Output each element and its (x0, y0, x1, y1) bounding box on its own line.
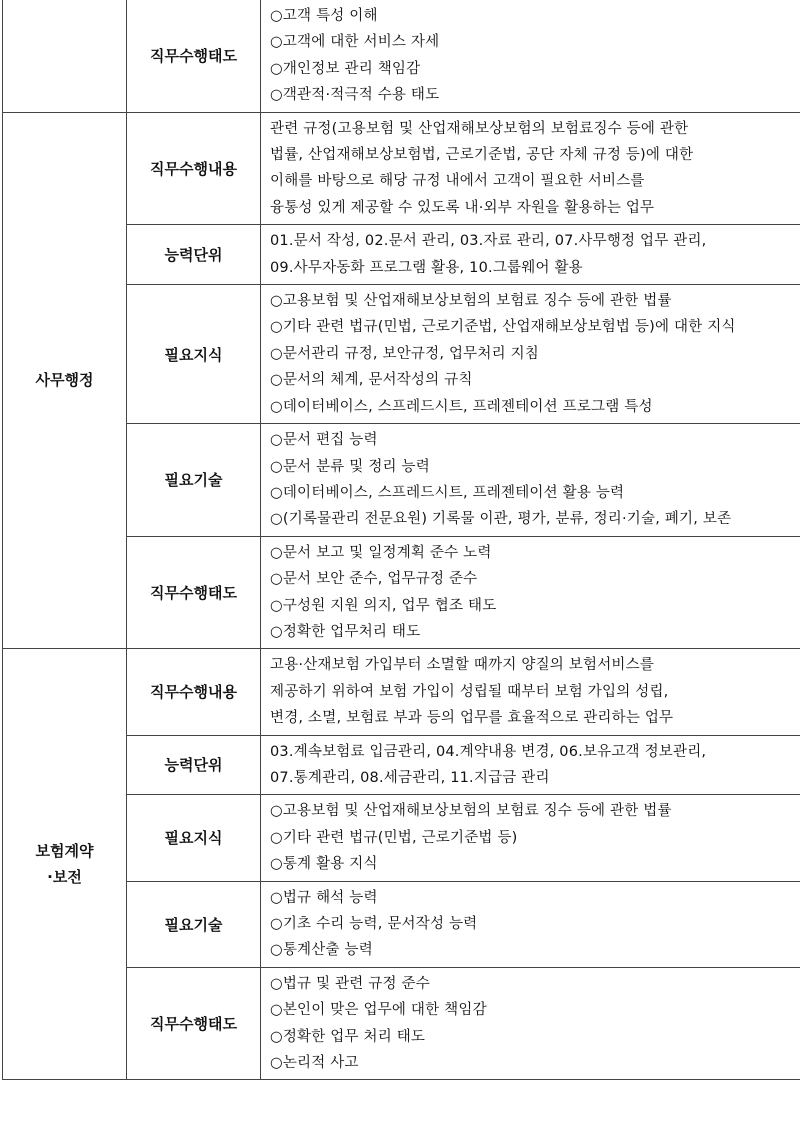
row-content (261, 735, 800, 795)
content-line: 이해를 바탕으로 해당 규정 내에서 고객이 필요한 서비스를 (270, 173, 645, 190)
content-line: ○문서 분류 및 정리 능력 (270, 458, 430, 475)
content-line: ○고용보험 및 산업재해보상보험의 보험료 징수 등에 관한 법률 (270, 293, 672, 310)
content-line: 융통성 있게 제공할 수 있도록 내·외부 자원을 활용하는 업무 (270, 199, 655, 216)
content-line: ○통계산출 능력 (270, 942, 373, 959)
content-line: ○개인정보 관리 책임감 (270, 60, 421, 77)
content-line: ○구성원 지원 의지, 업무 협조 태도 (270, 597, 497, 614)
row-label: 능력단위 (127, 225, 261, 285)
row-label: 필요지식 (127, 285, 261, 424)
content-line: ○통계 활용 지식 (270, 856, 378, 873)
group-cell (3, 649, 127, 1080)
content-line: ○문서 보고 및 일정계획 준수 노력 (270, 544, 492, 561)
content-line: 제공하기 위하여 보험 가입이 성립될 때부터 보험 가입의 성립, (270, 683, 669, 700)
row-label: 직무수행태도 (127, 536, 261, 649)
content-line: 변경, 소멸, 보험료 부과 등의 업무를 효율적으로 관리하는 업무 (270, 710, 674, 727)
content-line: ○법규 해석 능력 (270, 889, 378, 906)
content-line: ○정확한 업무 처리 태도 (270, 1028, 426, 1045)
group-cell (3, 0, 127, 112)
content-line: ○고객 특성 이해 (270, 8, 378, 24)
content-line: ○기타 관련 법규(민법, 근로기준법, 산업재해보상보험법 등)에 대한 지식 (270, 319, 736, 336)
content-line: ○기초 수리 능력, 문서작성 능력 (270, 916, 478, 932)
content-line: ○정확한 업무처리 태도 (270, 623, 421, 640)
row-label: 직무수행내용 (127, 649, 261, 735)
row-label: 직무수행내용 (127, 112, 261, 225)
row-content (261, 112, 800, 225)
row-content (261, 536, 800, 649)
row-content (261, 795, 800, 881)
content-line: 09.사무자동화 프로그램 활용, 10.그룹웨어 활용 (270, 259, 583, 276)
row-label: 필요기술 (127, 424, 261, 537)
content-line: ○법규 및 관련 규정 준수 (270, 975, 430, 992)
row-label: 필요기술 (127, 881, 261, 967)
group-cell (3, 112, 127, 649)
content-line: ○문서 편집 능력 (270, 432, 378, 449)
table-row (3, 112, 800, 225)
content-line: ○고객에 대한 서비스 자세 (270, 34, 440, 51)
row-content (261, 285, 800, 424)
content-line: ○문서의 체계, 문서작성의 규칙 (270, 372, 473, 389)
group-label: ·보전 (47, 868, 82, 887)
content-line: 고용·산재보험 가입부터 소멸할 때까지 양질의 보험서비스를 (270, 657, 655, 674)
row-label: 필요지식 (127, 795, 261, 881)
content-line: 관련 규정(고용보험 및 산업재해보상보험의 보험료징수 등에 관한 (270, 120, 689, 137)
row-content (261, 881, 800, 967)
table-row (3, 649, 800, 735)
content-line: ○객관적·적극적 수용 태도 (270, 87, 440, 104)
content-line: ○문서관리 규정, 보안규정, 업무처리 지침 (270, 345, 540, 362)
content-line: ○고용보험 및 산업재해보상보험의 보험료 징수 등에 관한 법률 (270, 803, 672, 820)
row-content (261, 225, 800, 285)
content-line: ○기타 관련 법규(민법, 근로기준법 등) (270, 829, 518, 846)
content-line: ○데이터베이스, 스프레드시트, 프레젠테이션 프로그램 특성 (270, 398, 653, 415)
content-line: ○문서 보안 준수, 업무규정 준수 (270, 571, 478, 588)
group-label: 사무행정 (35, 371, 94, 390)
job-description-table (2, 0, 800, 1080)
content-line: 01.문서 작성, 02.문서 관리, 03.자료 관리, 07.사무행정 업무 관리, (270, 233, 707, 250)
row-content (261, 424, 800, 537)
content-line: ○데이터베이스, 스프레드시트, 프레젠테이션 활용 능력 (270, 484, 625, 501)
row-content (261, 967, 800, 1080)
content-line: 03.계속보험료 입금관리, 04.계약내용 변경, 06.보유고객 정보관리, (270, 743, 707, 760)
content-line: 법률, 산업재해보상보험법, 근로기준법, 공단 자체 규정 등)에 대한 (270, 147, 694, 164)
row-label: 직무수행태도 (127, 967, 261, 1080)
content-line: ○본인이 맞은 업무에 대한 책임감 (270, 1002, 487, 1019)
table-row (3, 0, 800, 112)
row-content (261, 649, 800, 735)
row-label: 능력단위 (127, 735, 261, 795)
content-line: 07.통계관리, 08.세금관리, 11.지급금 관리 (270, 769, 550, 786)
row-content (261, 0, 800, 112)
group-label: 보험계약 (35, 842, 94, 861)
content-line: ○(기록물관리 전문요원) 기록물 이관, 평가, 분류, 정리·기술, 폐기, 보존 (270, 511, 732, 528)
row-label: 직무수행태도 (127, 0, 261, 112)
content-line: ○논리적 사고 (270, 1055, 359, 1072)
